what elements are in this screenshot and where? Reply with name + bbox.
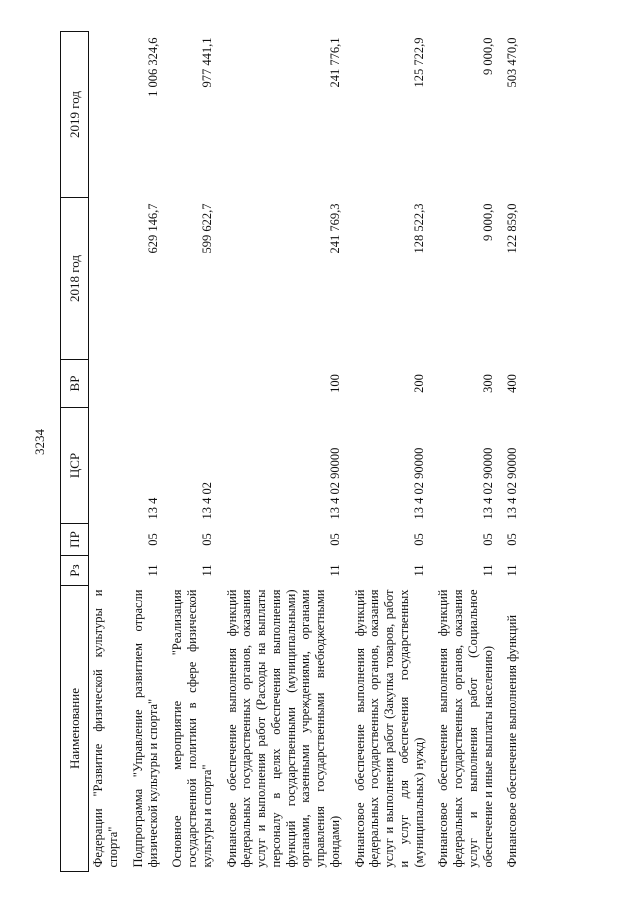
budget-table-container: [60, 32, 580, 872]
table-row: [127, 32, 167, 872]
row-2018: 241 769,3: [327, 203, 342, 254]
row-pr: 05: [145, 533, 160, 546]
page-number: 3234: [32, 429, 47, 455]
header-pr: ПР: [61, 524, 89, 556]
row-pr: 05: [480, 533, 495, 546]
row-vr: 100: [327, 374, 342, 393]
row-rz: 11: [327, 564, 342, 577]
table-row: [432, 32, 501, 872]
row-vr: [127, 360, 167, 408]
row-pr: 05: [327, 533, 342, 546]
header-rz: Рз: [61, 556, 89, 586]
row-csr: 13 4 02 90000: [480, 447, 495, 520]
table-row: [221, 32, 349, 872]
row-csr: 13 4 02 90000: [327, 447, 342, 520]
row-vr: 400: [505, 374, 520, 393]
row-csr: 13 4 02 90000: [411, 447, 426, 520]
row-2019: [89, 32, 127, 198]
row-vr: [166, 360, 220, 408]
row-rz: 11: [480, 564, 495, 577]
row-2019: 125 722,9: [411, 37, 426, 88]
table-row: [501, 32, 526, 872]
row-rz: 11: [411, 564, 426, 577]
row-2019: 9 000,0: [480, 37, 495, 75]
row-name: Финансовое обеспечение выполнения функций федеральных государственных органов, оказания услуг и выполнения работ (Социальное обеспечение и иные выплаты населению): [436, 589, 495, 868]
row-2018: 599 622,7: [199, 203, 214, 254]
row-rz: [89, 556, 127, 586]
table-row: [89, 32, 127, 872]
row-2018: [89, 198, 127, 360]
header-2019: 2019 год: [61, 32, 89, 198]
row-2018: 629 146,7: [145, 203, 160, 254]
row-csr: 13 4: [145, 497, 160, 520]
row-2018: 128 522,3: [411, 203, 426, 254]
row-name: Федерации "Развитие физической культуры и спорта": [91, 589, 121, 868]
row-vr: 300: [480, 374, 495, 393]
row-2019: 977 441,1: [199, 37, 214, 88]
row-2019: 241 776,1: [327, 37, 342, 88]
header-name: Наименование: [61, 586, 89, 872]
row-rz: 11: [145, 564, 160, 577]
row-name: Финансовое обеспечение выполнения функций федеральных государственных органов, оказания услуг и выполнения работ (Расходы на выплаты персоналу в целях обеспечения выполнения функций государственными (муниципальными) органами, казенными учреждениями, органами управления государственными внебюджетными фондами): [224, 589, 342, 868]
row-name: Финансовое обеспечение выполнения функций федеральных государственных органов, оказания услуг и выполнения работ (Закупка товаров, работ и услуг для обеспечения государственных (муниципальных) нужд): [352, 589, 426, 868]
header-csr: ЦСР: [61, 408, 89, 524]
row-2018: 9 000,0: [480, 203, 495, 241]
row-2019: 503 470,0: [505, 37, 520, 88]
row-pr: 05: [199, 533, 214, 546]
row-vr: 200: [411, 374, 426, 393]
row-2018: 122 859,0: [505, 203, 520, 254]
row-pr: [89, 524, 127, 556]
row-2019: 1 006 324,6: [145, 37, 160, 97]
row-rz: 11: [199, 564, 214, 577]
budget-table: [60, 31, 526, 872]
row-rz: 11: [505, 564, 520, 577]
table-row: [166, 32, 220, 872]
header-2018: 2018 год: [61, 198, 89, 360]
row-name: Подпрограмма "Управление развитием отрасли физической культуры и спорта": [130, 589, 160, 868]
row-name: Финансовое обеспечение выполнения функций: [505, 614, 520, 868]
table-row: [349, 32, 433, 872]
row-name: Основное мероприятие "Реализация государственной политики в сфере физической культуры и спорта": [170, 589, 214, 868]
row-vr: [89, 360, 127, 408]
row-pr: 05: [411, 533, 426, 546]
row-pr: 05: [505, 533, 520, 546]
row-csr: [89, 408, 127, 524]
row-csr: 13 4 02 90000: [505, 447, 520, 520]
row-csr: 13 4 02: [199, 482, 214, 520]
table-header-row: [61, 32, 89, 872]
header-vr: ВР: [61, 360, 89, 408]
